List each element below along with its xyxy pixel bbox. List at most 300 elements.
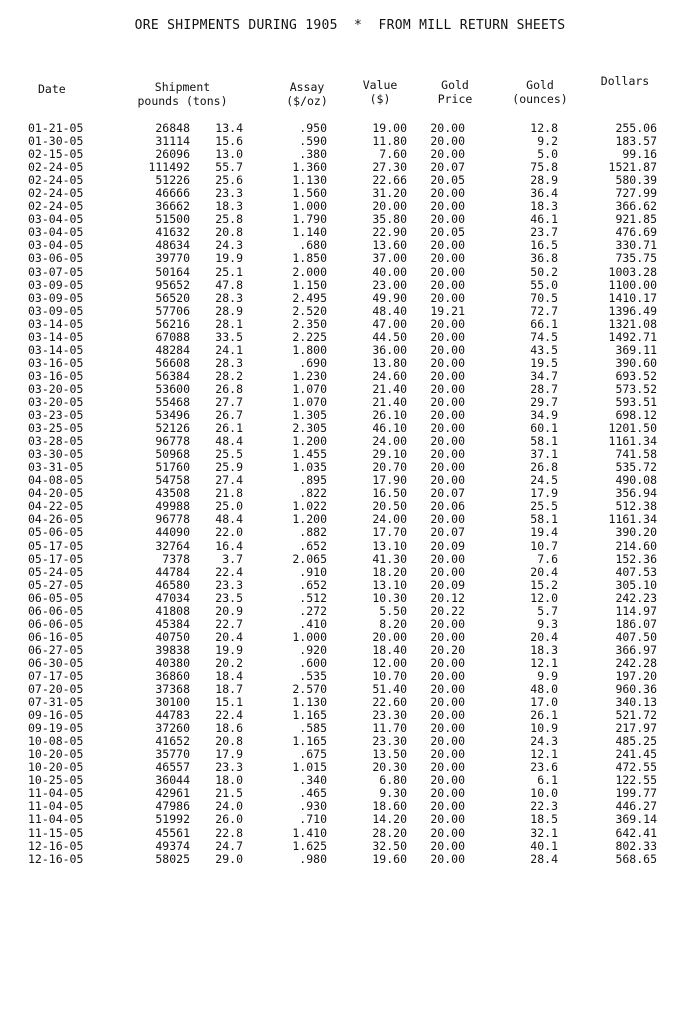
cell-date: 03-28-05 — [28, 434, 84, 449]
cell-gold-price: 20.00 — [430, 121, 465, 135]
cell-tons: 28.9 — [215, 303, 243, 318]
cell-dollars: 114.97 — [615, 603, 657, 618]
cell-date: 05-27-05 — [28, 577, 84, 592]
table-row — [0, 174, 700, 187]
cell-date: 05-17-05 — [28, 551, 84, 566]
cell-dollars: 921.85 — [615, 212, 657, 227]
header-gold-ounces-line1: Gold — [526, 78, 554, 92]
cell-tons: 26.7 — [215, 408, 243, 423]
cell-date: 03-30-05 — [28, 447, 84, 462]
cell-pounds: 46666 — [155, 186, 190, 201]
cell-date: 03-14-05 — [28, 316, 84, 331]
cell-gold-ounces: 50.2 — [530, 264, 558, 279]
cell-tons: 55.7 — [215, 160, 243, 175]
cell-dollars: 255.06 — [615, 121, 657, 135]
cell-value: 41.30 — [372, 551, 407, 566]
cell-tons: 25.1 — [215, 264, 243, 279]
cell-value: 13.80 — [372, 355, 407, 370]
header-gold-price-line1: Gold — [441, 78, 469, 92]
cell-pounds: 46557 — [155, 760, 190, 775]
cell-dollars: 485.25 — [615, 734, 657, 749]
cell-assay: .675 — [299, 747, 327, 762]
cell-date: 03-16-05 — [28, 355, 84, 370]
cell-gold-ounces: 15.2 — [530, 577, 558, 592]
cell-date: 10-08-05 — [28, 734, 84, 749]
cell-gold-price: 20.00 — [430, 447, 465, 462]
cell-pounds: 51226 — [155, 173, 190, 188]
cell-date: 03-31-05 — [28, 460, 84, 475]
cell-pounds: 41632 — [155, 225, 190, 240]
cell-assay: 1.165 — [292, 734, 327, 749]
cell-assay: .272 — [299, 603, 327, 618]
cell-assay: 2.065 — [292, 551, 327, 566]
table-row — [0, 840, 700, 853]
cell-dollars: 407.50 — [615, 629, 657, 644]
cell-date: 07-31-05 — [28, 695, 84, 710]
cell-tons: 23.3 — [215, 760, 243, 775]
cell-date: 06-27-05 — [28, 642, 84, 657]
cell-tons: 48.4 — [215, 512, 243, 527]
cell-gold-price: 20.00 — [430, 799, 465, 814]
cell-gold-ounces: 12.8 — [530, 121, 558, 135]
cell-gold-price: 20.00 — [430, 695, 465, 710]
cell-gold-price: 20.00 — [430, 421, 465, 436]
cell-dollars: 390.20 — [615, 525, 657, 540]
cell-date: 12-16-05 — [28, 838, 84, 853]
cell-date: 07-20-05 — [28, 682, 84, 697]
cell-date: 03-09-05 — [28, 303, 84, 318]
cell-value: 23.30 — [372, 734, 407, 749]
cell-tons: 13.4 — [215, 121, 243, 135]
table-row — [0, 735, 700, 748]
cell-dollars: 580.39 — [615, 173, 657, 188]
table-row — [0, 148, 700, 161]
cell-tons: 15.1 — [215, 695, 243, 710]
cell-dollars: 242.28 — [615, 655, 657, 670]
header-value-line2: ($) — [369, 92, 391, 106]
shipment-table — [0, 122, 700, 866]
cell-pounds: 53600 — [155, 381, 190, 396]
cell-value: 18.40 — [372, 642, 407, 657]
cell-value: 23.30 — [372, 708, 407, 723]
cell-tons: 18.0 — [215, 773, 243, 788]
cell-assay: .380 — [299, 147, 327, 162]
cell-dollars: 1100.00 — [608, 277, 657, 292]
cell-gold-price: 20.00 — [430, 773, 465, 788]
cell-tons: 22.0 — [215, 525, 243, 540]
table-row — [0, 409, 700, 422]
cell-pounds: 55468 — [155, 394, 190, 409]
cell-gold-price: 20.00 — [430, 512, 465, 527]
cell-date: 03-04-05 — [28, 225, 84, 240]
cell-value: 46.10 — [372, 421, 407, 436]
cell-value: 17.70 — [372, 525, 407, 540]
table-row — [0, 331, 700, 344]
cell-gold-ounces: 28.9 — [530, 173, 558, 188]
cell-dollars: 241.45 — [615, 747, 657, 762]
cell-pounds: 40750 — [155, 629, 190, 644]
cell-dollars: 1003.28 — [608, 264, 657, 279]
cell-value: 22.60 — [372, 695, 407, 710]
cell-pounds: 45561 — [155, 825, 190, 840]
cell-pounds: 42961 — [155, 786, 190, 801]
cell-pounds: 41652 — [155, 734, 190, 749]
cell-gold-price: 20.07 — [430, 160, 465, 175]
cell-assay: 1.165 — [292, 708, 327, 723]
table-row — [0, 500, 700, 513]
cell-pounds: 37260 — [155, 721, 190, 736]
header-gold-ounces — [500, 78, 580, 106]
cell-date: 01-21-05 — [28, 121, 84, 135]
cell-dollars: 199.77 — [615, 786, 657, 801]
cell-date: 10-25-05 — [28, 773, 84, 788]
cell-gold-ounces: 32.1 — [530, 825, 558, 840]
cell-gold-price: 20.06 — [430, 499, 465, 514]
cell-value: 23.00 — [372, 277, 407, 292]
cell-dollars: 735.75 — [615, 251, 657, 266]
cell-assay: .710 — [299, 812, 327, 827]
cell-pounds: 44784 — [155, 564, 190, 579]
cell-tons: 24.0 — [215, 799, 243, 814]
cell-value: 10.30 — [372, 590, 407, 605]
cell-value: 20.30 — [372, 760, 407, 775]
table-row — [0, 853, 700, 866]
cell-dollars: 99.16 — [622, 147, 657, 162]
cell-gold-price: 20.00 — [430, 747, 465, 762]
cell-dollars: 698.12 — [615, 408, 657, 423]
cell-dollars: 693.52 — [615, 368, 657, 383]
cell-value: 13.10 — [372, 538, 407, 553]
cell-assay: 1.360 — [292, 160, 327, 175]
cell-date: 12-16-05 — [28, 851, 84, 866]
table-row — [0, 813, 700, 826]
cell-dollars: 1161.34 — [608, 434, 657, 449]
cell-gold-ounces: 34.9 — [530, 408, 558, 423]
cell-value: 20.00 — [372, 199, 407, 214]
table-row — [0, 566, 700, 579]
cell-value: 12.00 — [372, 655, 407, 670]
table-row — [0, 292, 700, 305]
cell-gold-price: 20.00 — [430, 251, 465, 266]
cell-date: 04-20-05 — [28, 486, 84, 501]
cell-pounds: 53496 — [155, 408, 190, 423]
cell-gold-price: 20.00 — [430, 408, 465, 423]
cell-value: 11.70 — [372, 721, 407, 736]
cell-pounds: 43508 — [155, 486, 190, 501]
cell-gold-price: 20.00 — [430, 342, 465, 357]
cell-tons: 25.6 — [215, 173, 243, 188]
cell-tons: 16.4 — [215, 538, 243, 553]
cell-date: 02-24-05 — [28, 186, 84, 201]
cell-gold-ounces: 28.7 — [530, 381, 558, 396]
cell-pounds: 50968 — [155, 447, 190, 462]
table-row — [0, 631, 700, 644]
cell-gold-ounces: 40.1 — [530, 838, 558, 853]
cell-date: 10-20-05 — [28, 747, 84, 762]
cell-gold-price: 20.05 — [430, 173, 465, 188]
cell-value: 27.30 — [372, 160, 407, 175]
cell-assay: 1.200 — [292, 512, 327, 527]
cell-date: 09-16-05 — [28, 708, 84, 723]
cell-date: 04-08-05 — [28, 473, 84, 488]
table-row — [0, 592, 700, 605]
cell-date: 03-04-05 — [28, 212, 84, 227]
cell-gold-ounces: 36.8 — [530, 251, 558, 266]
cell-tons: 22.4 — [215, 564, 243, 579]
cell-dollars: 369.11 — [615, 342, 657, 357]
cell-tons: 28.3 — [215, 290, 243, 305]
cell-assay: .680 — [299, 238, 327, 253]
cell-gold-price: 20.00 — [430, 668, 465, 683]
cell-gold-price: 20.00 — [430, 277, 465, 292]
cell-gold-ounces: 46.1 — [530, 212, 558, 227]
cell-assay: 1.130 — [292, 695, 327, 710]
cell-value: 19.00 — [372, 121, 407, 135]
cell-gold-ounces: 12.0 — [530, 590, 558, 605]
cell-date: 04-26-05 — [28, 512, 84, 527]
cell-dollars: 1492.71 — [608, 329, 657, 344]
cell-gold-price: 20.09 — [430, 538, 465, 553]
cell-assay: 2.570 — [292, 682, 327, 697]
table-row — [0, 435, 700, 448]
cell-dollars: 476.69 — [615, 225, 657, 240]
table-row — [0, 670, 700, 683]
table-row — [0, 383, 700, 396]
cell-gold-ounces: 16.5 — [530, 238, 558, 253]
header-value — [350, 78, 410, 106]
cell-assay: 1.022 — [292, 499, 327, 514]
cell-pounds: 44783 — [155, 708, 190, 723]
cell-value: 26.10 — [372, 408, 407, 423]
header-gold-ounces-line2: (ounces) — [512, 92, 568, 106]
document-title: ORE SHIPMENTS DURING 1905 * FROM MILL RETURN SHEETS — [134, 18, 566, 33]
table-row — [0, 239, 700, 252]
cell-dollars: 330.71 — [615, 238, 657, 253]
cell-pounds: 67088 — [155, 329, 190, 344]
cell-value: 44.50 — [372, 329, 407, 344]
cell-value: 20.00 — [372, 629, 407, 644]
cell-gold-ounces: 23.7 — [530, 225, 558, 240]
cell-tons: 23.5 — [215, 590, 243, 605]
cell-gold-ounces: 9.2 — [537, 134, 558, 149]
cell-value: 32.50 — [372, 838, 407, 853]
cell-assay: .465 — [299, 786, 327, 801]
header-assay-line1: Assay — [289, 80, 325, 94]
table-row — [0, 657, 700, 670]
cell-pounds: 57706 — [155, 303, 190, 318]
cell-tons: 17.9 — [215, 747, 243, 762]
cell-value: 6.80 — [379, 773, 407, 788]
cell-pounds: 96778 — [155, 434, 190, 449]
table-row — [0, 279, 700, 292]
cell-assay: .950 — [299, 121, 327, 135]
cell-assay: 1.000 — [292, 629, 327, 644]
cell-value: 8.20 — [379, 616, 407, 631]
cell-gold-price: 20.00 — [430, 551, 465, 566]
header-dollars: Dollars — [600, 74, 650, 88]
cell-pounds: 56216 — [155, 316, 190, 331]
cell-dollars: 390.60 — [615, 355, 657, 370]
cell-dollars: 512.38 — [615, 499, 657, 514]
cell-pounds: 39838 — [155, 642, 190, 657]
cell-tons: 21.5 — [215, 786, 243, 801]
cell-pounds: 96778 — [155, 512, 190, 527]
cell-pounds: 36860 — [155, 668, 190, 683]
cell-dollars: 197.20 — [615, 668, 657, 683]
cell-gold-ounces: 6.1 — [537, 773, 558, 788]
cell-gold-ounces: 36.4 — [530, 186, 558, 201]
cell-dollars: 122.55 — [615, 773, 657, 788]
cell-assay: 1.410 — [292, 825, 327, 840]
cell-date: 01-30-05 — [28, 134, 84, 149]
cell-tons: 18.3 — [215, 199, 243, 214]
table-row — [0, 579, 700, 592]
cell-gold-price: 20.05 — [430, 225, 465, 240]
cell-gold-price: 20.00 — [430, 734, 465, 749]
cell-tons: 3.7 — [222, 551, 243, 566]
cell-assay: 1.070 — [292, 394, 327, 409]
cell-assay: .882 — [299, 525, 327, 540]
cell-assay: .652 — [299, 538, 327, 553]
cell-date: 03-09-05 — [28, 277, 84, 292]
cell-pounds: 46580 — [155, 577, 190, 592]
cell-dollars: 573.52 — [615, 381, 657, 396]
cell-date: 03-14-05 — [28, 329, 84, 344]
cell-assay: 1.850 — [292, 251, 327, 266]
cell-gold-price: 20.09 — [430, 577, 465, 592]
cell-tons: 19.9 — [215, 251, 243, 266]
cell-gold-price: 20.00 — [430, 238, 465, 253]
cell-dollars: 356.94 — [615, 486, 657, 501]
cell-value: 24.00 — [372, 512, 407, 527]
cell-gold-ounces: 19.5 — [530, 355, 558, 370]
cell-tons: 20.4 — [215, 629, 243, 644]
cell-date: 03-25-05 — [28, 421, 84, 436]
cell-gold-ounces: 5.7 — [537, 603, 558, 618]
cell-assay: 2.305 — [292, 421, 327, 436]
cell-gold-price: 20.00 — [430, 290, 465, 305]
cell-value: 16.50 — [372, 486, 407, 501]
table-row — [0, 122, 700, 135]
cell-date: 06-06-05 — [28, 616, 84, 631]
cell-gold-ounces: 28.4 — [530, 851, 558, 866]
table-row — [0, 357, 700, 370]
cell-value: 21.40 — [372, 381, 407, 396]
cell-gold-ounces: 12.1 — [530, 655, 558, 670]
cell-assay: .690 — [299, 355, 327, 370]
cell-value: 29.10 — [372, 447, 407, 462]
cell-pounds: 54758 — [155, 473, 190, 488]
cell-date: 03-07-05 — [28, 264, 84, 279]
cell-gold-ounces: 17.9 — [530, 486, 558, 501]
cell-dollars: 152.36 — [615, 551, 657, 566]
cell-pounds: 31114 — [155, 134, 190, 149]
cell-assay: .590 — [299, 134, 327, 149]
cell-pounds: 58025 — [155, 851, 190, 866]
cell-date: 11-15-05 — [28, 825, 84, 840]
cell-dollars: 490.08 — [615, 473, 657, 488]
cell-dollars: 1396.49 — [608, 303, 657, 318]
cell-gold-price: 20.00 — [430, 381, 465, 396]
cell-gold-ounces: 26.1 — [530, 708, 558, 723]
table-row — [0, 827, 700, 840]
cell-pounds: 47986 — [155, 799, 190, 814]
cell-value: 13.50 — [372, 747, 407, 762]
cell-value: 10.70 — [372, 668, 407, 683]
cell-gold-ounces: 58.1 — [530, 512, 558, 527]
table-row — [0, 213, 700, 226]
table-row — [0, 709, 700, 722]
cell-tons: 21.8 — [215, 486, 243, 501]
cell-dollars: 642.41 — [615, 825, 657, 840]
cell-pounds: 111492 — [148, 160, 190, 175]
cell-gold-price: 20.00 — [430, 212, 465, 227]
cell-date: 11-04-05 — [28, 786, 84, 801]
cell-pounds: 50164 — [155, 264, 190, 279]
cell-date: 10-20-05 — [28, 760, 84, 775]
cell-value: 28.20 — [372, 825, 407, 840]
table-row — [0, 305, 700, 318]
table-row — [0, 553, 700, 566]
table-row — [0, 683, 700, 696]
cell-value: 11.80 — [372, 134, 407, 149]
table-row — [0, 200, 700, 213]
cell-tons: 24.3 — [215, 238, 243, 253]
table-row — [0, 540, 700, 553]
cell-gold-ounces: 58.1 — [530, 434, 558, 449]
cell-pounds: 51760 — [155, 460, 190, 475]
cell-assay: .535 — [299, 668, 327, 683]
cell-gold-ounces: 12.1 — [530, 747, 558, 762]
cell-tons: 28.1 — [215, 316, 243, 331]
header-shipment-line1: Shipment — [154, 80, 211, 94]
table-row — [0, 266, 700, 279]
cell-value: 5.50 — [379, 603, 407, 618]
cell-tons: 25.8 — [215, 212, 243, 227]
cell-date: 06-06-05 — [28, 603, 84, 618]
table-row — [0, 461, 700, 474]
cell-gold-price: 20.00 — [430, 394, 465, 409]
cell-value: 19.60 — [372, 851, 407, 866]
cell-value: 48.40 — [372, 303, 407, 318]
cell-dollars: 217.97 — [615, 721, 657, 736]
cell-tons: 20.8 — [215, 734, 243, 749]
cell-tons: 18.6 — [215, 721, 243, 736]
cell-date: 03-20-05 — [28, 394, 84, 409]
cell-pounds: 45384 — [155, 616, 190, 631]
cell-gold-ounces: 22.3 — [530, 799, 558, 814]
cell-dollars: 186.07 — [615, 616, 657, 631]
cell-tons: 20.9 — [215, 603, 243, 618]
cell-tons: 27.7 — [215, 394, 243, 409]
cell-gold-ounces: 26.8 — [530, 460, 558, 475]
cell-gold-price: 20.00 — [430, 655, 465, 670]
cell-gold-price: 20.07 — [430, 525, 465, 540]
cell-assay: .980 — [299, 851, 327, 866]
cell-tons: 20.2 — [215, 655, 243, 670]
cell-pounds: 41808 — [155, 603, 190, 618]
header-assay — [272, 80, 342, 108]
cell-dollars: 242.23 — [615, 590, 657, 605]
cell-dollars: 366.62 — [615, 199, 657, 214]
cell-pounds: 49374 — [155, 838, 190, 853]
cell-gold-ounces: 9.3 — [537, 616, 558, 631]
cell-gold-ounces: 66.1 — [530, 316, 558, 331]
cell-pounds: 52126 — [155, 421, 190, 436]
cell-value: 36.00 — [372, 342, 407, 357]
cell-gold-ounces: 37.1 — [530, 447, 558, 462]
cell-date: 04-22-05 — [28, 499, 84, 514]
